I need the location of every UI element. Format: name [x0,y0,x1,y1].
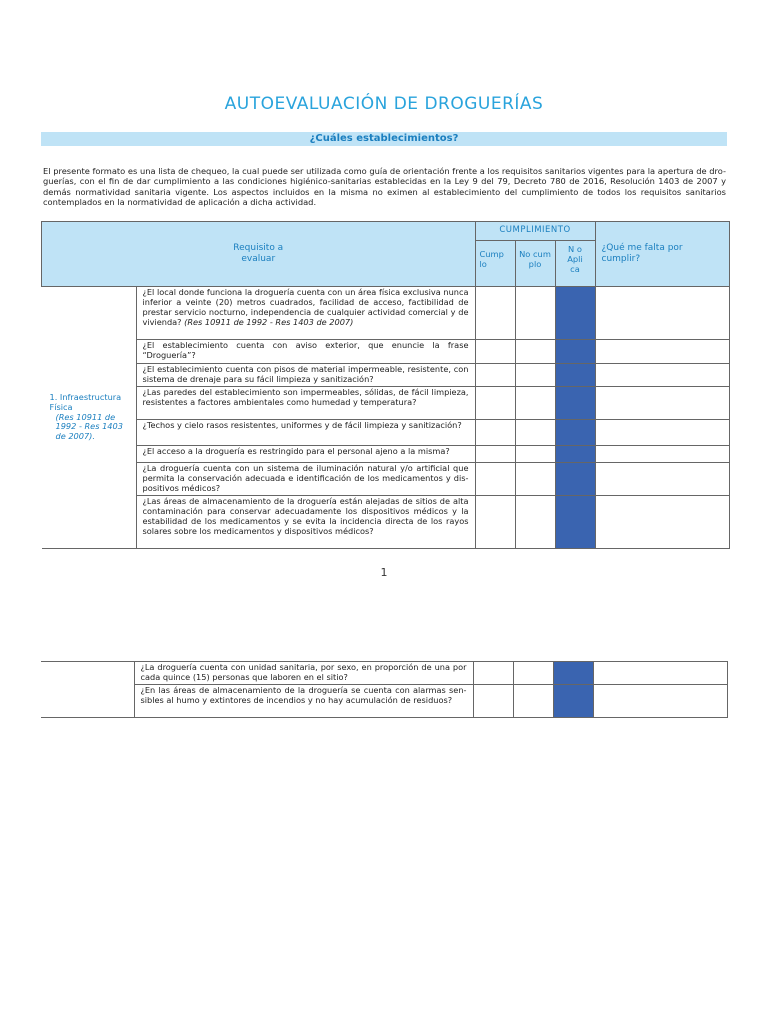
cumplo-cell[interactable] [473,662,513,685]
no-aplica-cell[interactable] [553,662,593,685]
no-cumplo-cell[interactable] [515,496,555,549]
no-cumplo-cell[interactable] [515,287,555,340]
header-no-cumplo: No cum plo [515,241,555,287]
checklist-table [41,221,730,549]
cumplo-cell[interactable] [475,387,515,420]
requirement-text: ¿En las áreas de almacenamiento de la droguería se cuenta con alarmas sen- sibles al humo y extintores de incendios y no hay acumulación de residuos? [134,685,473,718]
no-cumplo-cell[interactable] [515,446,555,463]
cumplo-cell[interactable] [475,446,515,463]
header-que-falta: ¿Qué me falta por cumplir? [595,222,729,287]
cumplo-cell[interactable] [475,340,515,364]
no-aplica-cell[interactable] [555,446,595,463]
table-row [42,387,730,420]
category-ref: (Res 10911 de 1992 - Res 1403 de 2007). [55,411,123,442]
no-aplica-cell[interactable] [555,340,595,364]
requirement-text: ¿Las áreas de almacenamiento de la droguería están alejadas de sitios de alta contaminación para conservar adecuadamente los dispositivos médicos y la estabilidad de los medicamentos y se evita la incidencia directa de los rayos solares sobre los medicamentos y dispositivos médicos? [136,496,475,549]
que-falta-cell[interactable] [595,463,729,496]
table-row [42,420,730,446]
no-cumplo-cell[interactable] [513,662,553,685]
intro-paragraph: El presente formato es una lista de chequeo, la cual puede ser utilizada como guía de orientación frente a los requisitos sanitarios vigentes para la apertura de dro- guerías, con el fin de dar cumplimiento a las condiciones higiénico-sanitarias establecidas en la Ley 9 del 79, Decreto 780 de 2016, Resolución 1403 de 2007 y demás normatividad sanitaria vigente. Los aspectos incluidos en la misma no eximen al establecimiento del cumplimiento de todos los requisitos sanitarios contemplados en la normatividad de aplicación a dicha actividad. [43,166,726,208]
que-falta-cell[interactable] [595,340,729,364]
no-aplica-cell[interactable] [555,420,595,446]
table-row [42,364,730,387]
table-row [42,496,730,549]
no-aplica-cell[interactable] [553,685,593,718]
que-falta-cell[interactable] [595,446,729,463]
cumplo-cell[interactable] [475,463,515,496]
table-row [42,446,730,463]
no-cumplo-cell[interactable] [515,364,555,387]
que-falta-cell[interactable] [595,287,729,340]
table-row [41,685,727,718]
header-cumplimiento: CUMPLIMIENTO [475,222,595,241]
category-name: 1. Infraestructura Física [49,391,122,412]
requirement-text: ¿El establecimiento cuenta con aviso exterior, que enuncie la frase “Droguería”? [136,340,475,364]
section-banner: ¿Cuáles establecimientos? [41,132,727,146]
que-falta-cell[interactable] [595,364,729,387]
requirement-text: ¿Techos y cielo rasos resistentes, uniformes y de fácil limpieza y sanitización? [136,420,475,446]
table-row [41,662,727,685]
header-cumplo: Cump lo [475,241,515,287]
cumplo-cell[interactable] [475,287,515,340]
cumplo-cell[interactable] [475,364,515,387]
cumplo-cell[interactable] [473,685,513,718]
que-falta-cell[interactable] [595,387,729,420]
table-row [42,340,730,364]
no-aplica-cell[interactable] [555,287,595,340]
page-number: 1 [380,566,388,579]
que-falta-cell[interactable] [595,420,729,446]
no-aplica-cell[interactable] [555,496,595,549]
page-title: AUTOEVALUACIÓN DE DROGUERÍAS [224,94,544,114]
checklist-table-continued [41,661,728,718]
requirement-text: ¿La droguería cuenta con unidad sanitaria, por sexo, en proporción de una por cada quince (15) personas que laboren en el sitio? [134,662,473,685]
que-falta-cell[interactable] [593,662,727,685]
category-cell [42,287,137,549]
no-cumplo-cell[interactable] [513,685,553,718]
no-aplica-cell[interactable] [555,463,595,496]
no-cumplo-cell[interactable] [515,420,555,446]
cumplo-cell[interactable] [475,496,515,549]
header-requisito: Requisito a evaluar [42,222,476,287]
table-row [42,287,730,340]
requirement-text: ¿El local donde funciona la droguería cuenta con un área física exclusiva nunca inferior a veinte (20) metros cuadrados, facilidad de acceso, factibilidad de prestar servicio nocturno, independencia de cualquier actividad comercial y de vivienda? (Res 10911 de 1992 - Res 1403 de 2007) [136,287,475,340]
no-cumplo-cell[interactable] [515,387,555,420]
header-no-aplica: N o Apli ca [555,241,595,287]
no-cumplo-cell[interactable] [515,463,555,496]
que-falta-cell[interactable] [593,685,727,718]
cumplo-cell[interactable] [475,420,515,446]
table-row [42,463,730,496]
no-aplica-cell[interactable] [555,387,595,420]
requirement-text: ¿El acceso a la droguería es restringido para el personal ajeno a la misma? [136,446,475,463]
requirement-text: ¿Las paredes del establecimiento son impermeables, sólidas, de fácil limpieza, resistentes a factores ambientales como humedad y temperatura? [136,387,475,420]
category-cell [41,662,134,718]
que-falta-cell[interactable] [595,496,729,549]
requirement-text: ¿La droguería cuenta con un sistema de iluminación natural y/o artificial que permita la conservación adecuada e identificación de los medicamentos y dis- positivos médicos? [136,463,475,496]
requirement-text: ¿El establecimiento cuenta con pisos de material impermeable, resistente, con sistema de drenaje para su fácil limpieza y sanitización? [136,364,475,387]
no-aplica-cell[interactable] [555,364,595,387]
no-cumplo-cell[interactable] [515,340,555,364]
